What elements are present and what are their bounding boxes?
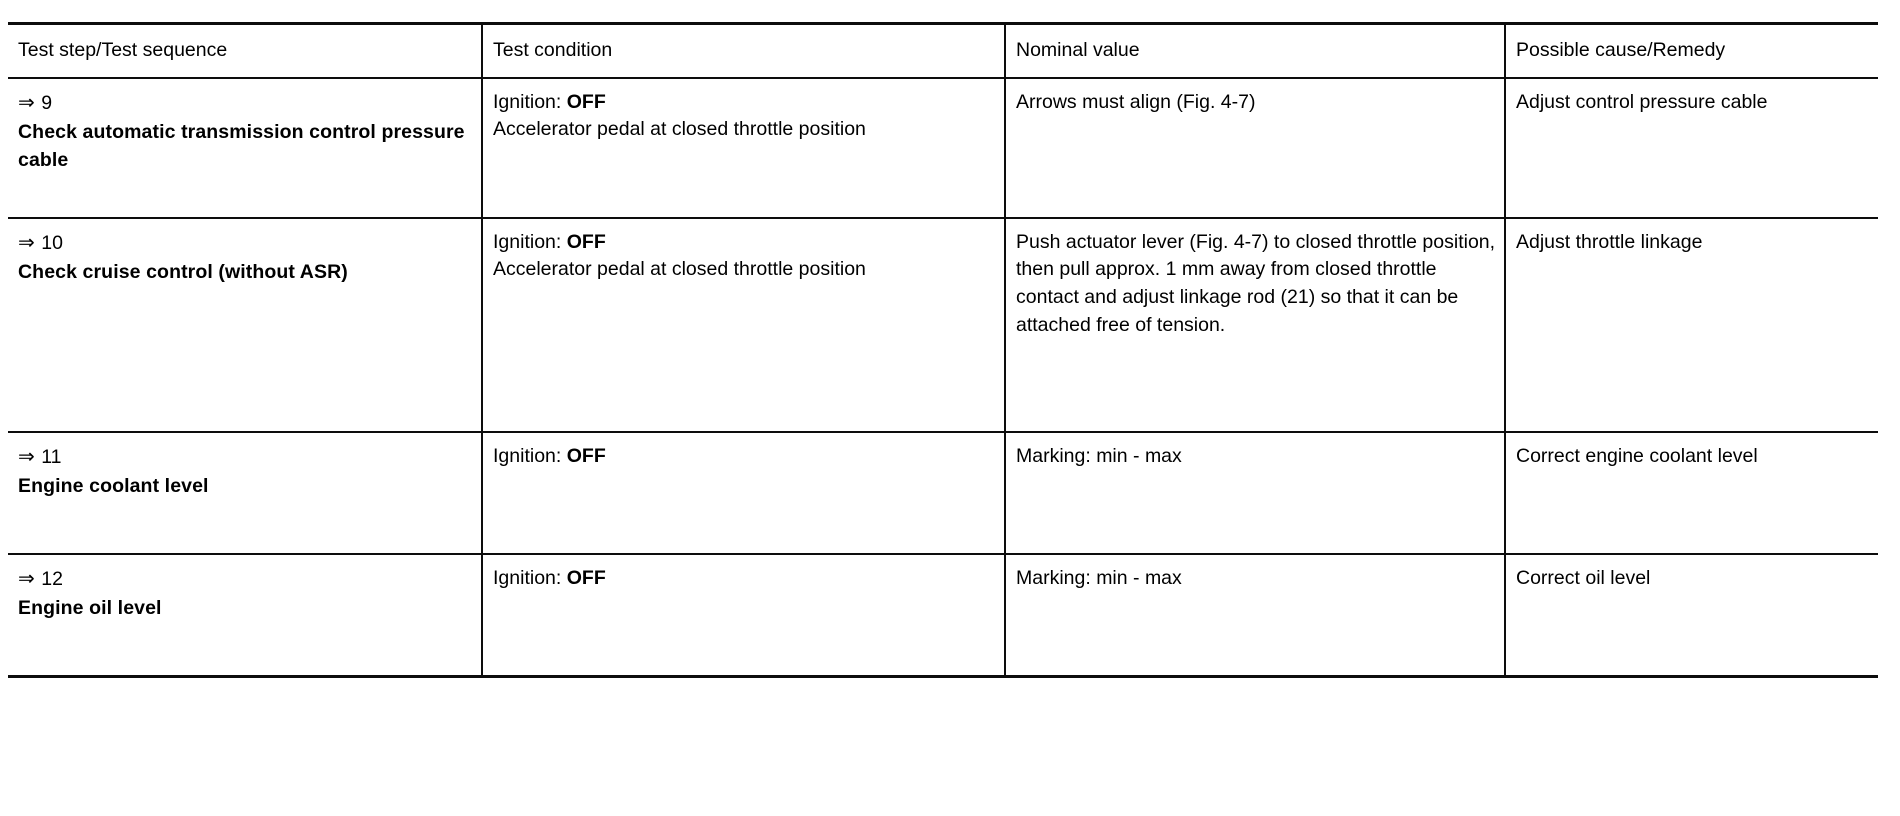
condition-value: OFF: [566, 444, 606, 467]
column-header-test-condition: Test condition: [482, 24, 1005, 78]
cell-test-step: [8, 554, 482, 677]
condition-value: OFF: [566, 90, 606, 113]
column-header-test-step: Test step/Test sequence: [8, 24, 482, 78]
nominal-value-text: Marking: min - max: [1016, 566, 1182, 589]
cell-test-condition: [482, 78, 1005, 218]
cell-nominal-value: [1005, 432, 1505, 554]
double-arrow-icon: ⇒: [18, 231, 36, 254]
cell-remedy: [1505, 554, 1878, 677]
cell-remedy: [1505, 78, 1878, 218]
condition-label: Ignition:: [493, 90, 562, 113]
remedy-text: Adjust control pressure cable: [1516, 90, 1768, 113]
table-body: [8, 78, 1878, 677]
cell-test-step: [8, 218, 482, 432]
table-row: [8, 78, 1878, 218]
nominal-value-text: Arrows must align (Fig. 4-7): [1016, 90, 1256, 113]
step-number: 11: [41, 445, 62, 468]
condition-ignition: [493, 89, 996, 117]
condition-value: OFF: [566, 230, 606, 253]
step-number-line: [18, 229, 473, 258]
condition-ignition: [493, 565, 996, 593]
remedy-text: Correct engine coolant level: [1516, 444, 1758, 467]
table-row: [8, 218, 1878, 432]
double-arrow-icon: ⇒: [18, 445, 36, 468]
cell-test-condition: [482, 554, 1005, 677]
remedy-text: Correct oil level: [1516, 566, 1651, 589]
step-title: Engine oil level: [18, 597, 162, 620]
remedy-text: Adjust throttle linkage: [1516, 230, 1703, 253]
table-row: [8, 432, 1878, 554]
condition-ignition: [493, 229, 996, 257]
cell-nominal-value: [1005, 554, 1505, 677]
step-title: Check cruise control (without ASR): [18, 261, 348, 284]
cell-nominal-value: [1005, 78, 1505, 218]
cell-test-condition: [482, 432, 1005, 554]
double-arrow-icon: ⇒: [18, 567, 36, 590]
condition-extra: Accelerator pedal at closed throttle position: [493, 118, 866, 141]
column-header-nominal-value: Nominal value: [1005, 24, 1505, 78]
step-number-line: [18, 443, 473, 472]
cell-test-step: [8, 78, 482, 218]
condition-label: Ignition:: [493, 230, 562, 253]
step-title: Check automatic transmission control pressure cable: [18, 121, 465, 172]
cell-test-condition: [482, 218, 1005, 432]
cell-test-step: [8, 432, 482, 554]
step-title: Engine coolant level: [18, 475, 209, 498]
condition-ignition: [493, 443, 996, 471]
cell-remedy: [1505, 432, 1878, 554]
step-number: 10: [41, 231, 63, 254]
condition-value: OFF: [566, 566, 606, 589]
step-number: 9: [41, 91, 53, 114]
step-number: 12: [41, 567, 63, 590]
condition-label: Ignition:: [493, 566, 562, 589]
table-row: [8, 554, 1878, 677]
cell-nominal-value: [1005, 218, 1505, 432]
nominal-value-text: Push actuator lever (Fig. 4-7) to closed throttle position, then pull approx. 1 mm away from closed throttle contact and adjust linkage rod (21) so that it can be attached free of tension.: [1016, 230, 1496, 336]
double-arrow-icon: ⇒: [18, 91, 36, 114]
table-header-row: [8, 24, 1878, 78]
cell-remedy: [1505, 218, 1878, 432]
table-header: [8, 24, 1878, 78]
step-number-line: [18, 565, 473, 594]
step-number-line: [18, 89, 473, 118]
condition-label: Ignition:: [493, 444, 562, 467]
column-header-possible-cause-remedy: Possible cause/Remedy: [1505, 24, 1878, 78]
test-sequence-table: [8, 22, 1878, 678]
nominal-value-text: Marking: min - max: [1016, 444, 1182, 467]
condition-extra: Accelerator pedal at closed throttle position: [493, 258, 866, 281]
test-sequence-table-container: [8, 22, 1886, 678]
